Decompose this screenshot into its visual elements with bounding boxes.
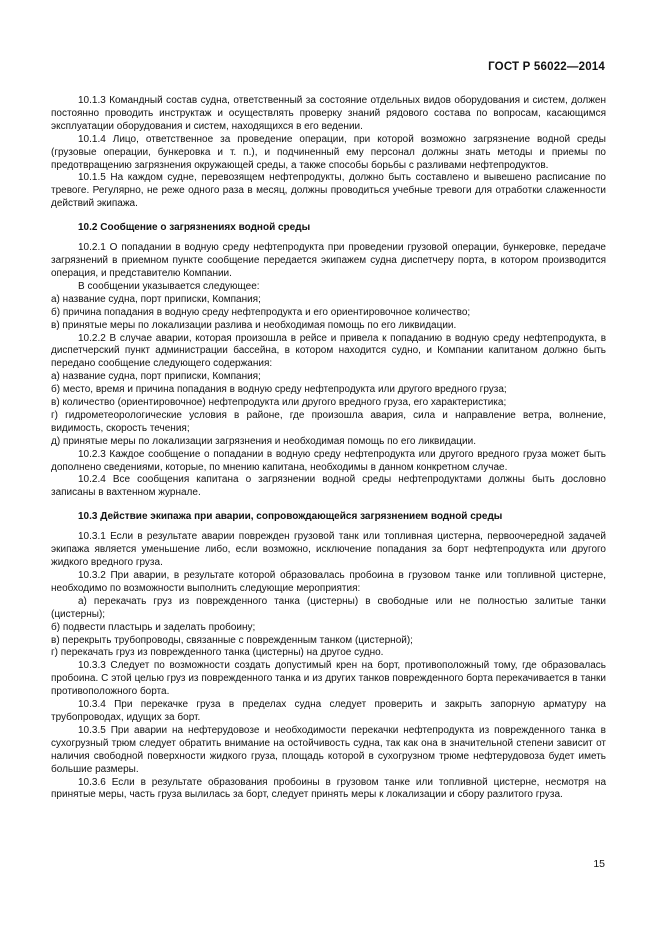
list-item: а) название судна, порт приписки, Компания; <box>51 371 261 383</box>
list-item: а) перекачать груз из поврежденного танка (цистерны) в свободные или не полностью залитые танки (цистерны); <box>51 595 606 620</box>
list-item: д) принятые меры по локализации загрязнения и необходимая помощь по его ликвидации. <box>51 435 476 447</box>
paragraph-10-3-5: 10.3.5 При аварии на нефтерудовозе и необходимости перекачки нефтепродукта из поврежденного танка в сухогрузный трюм следует обратить внимание на остойчивость судна, так как она в значительной степени зависит от наличия свободной поверхности жидкого груза, площадь которой в сухогрузном трюме нефтерудовоза будет иметь большие размеры. <box>51 724 606 775</box>
list-item: б) подвести пластырь и заделать пробоину; <box>51 621 256 633</box>
paragraph-10-3-2: 10.3.2 При аварии, в результате которой образовалась пробоина в грузовом танке или топливной цистерне, необходимо по возможности выполнить следующие мероприятия: <box>51 570 606 594</box>
paragraph-10-1-5: 10.1.5 На каждом судне, перевозящем нефтепродукты, должно быть составлено и вывешено расписание по тревоге. Регулярно, не реже одного раза в месяц, должны проводиться учебные тревоги для отработки слаженности действий экипажа. <box>51 172 606 210</box>
list-item: г) перекачать груз из поврежденного танка (цистерны) на другое судно. <box>51 647 384 659</box>
paragraph-10-1-3: 10.1.3 Командный состав судна, ответственный за состояние отдельных видов оборудования и систем, должен постоянно проводить инструктаж и осуществлять проверку знаний рядового состава по вопросам, касающимся эксплуатации оборудования и систем, находящихся в его ведении. <box>51 95 606 132</box>
page-number: 15 <box>593 858 605 870</box>
paragraph-10-2-3: 10.2.3 Каждое сообщение о попадании в водную среду нефтепродукта или другого вредного груза может быть дополнено сведениями, которые, по мнению капитана, необходимы в данном конкретном случае. <box>51 448 606 473</box>
list-item: б) место, время и причина попадания в водную среду нефтепродукта или другого вредного груза; <box>51 384 507 396</box>
document-body <box>51 95 606 802</box>
list-item: в) количество (ориентировочное) нефтепродукта или другого вредного груза, его характеристика; <box>51 397 507 409</box>
paragraph-10-3-6: 10.3.6 Если в результате образования пробоины в грузовом танке или топливной цистерне, несмотря на принятые меры, часть груза вылилась за борт, следует принять меры к локализации и сбору разлитого груза. <box>51 776 606 801</box>
paragraph-10-2-4: 10.2.4 Все сообщения капитана о загрязнении водной среды нефтепродуктами должны быть дословно записаны в вахтенном журнале. <box>51 474 606 499</box>
paragraph-10-3-4: 10.3.4 При перекачке груза в пределах судна следует проверить и закрыть запорную арматуру на трубопроводах, идущих за борт. <box>51 699 606 723</box>
paragraph-10-2-1-intro: В сообщении указывается следующее: <box>78 280 260 292</box>
section-heading-10-3: 10.3 Действие экипажа при аварии, сопровождающейся загрязнением водной среды <box>78 511 503 523</box>
list-item: г) гидрометеорологические условия в районе, где произошла авария, сила и направление ветра, волнение, видимость, скорость течения; <box>51 409 606 434</box>
paragraph-10-2-1: 10.2.1 О попадании в водную среду нефтепродукта при проведении грузовой операции, бункеровке, передаче загрязнений в приемном пункте сообщение передается экипажем судна диспетчеру порта, в котором производится операция, и представителю Компании. <box>51 242 606 279</box>
paragraph-10-2-2: 10.2.2 В случае аварии, которая произошла в рейсе и привела к попаданию в водную среду нефтепродукта, в диспетчерский пункт администрации бассейна, в котором находится судно, и Компании капитаном должно быть передано сообщение следующего содержания: <box>51 332 606 370</box>
paragraph-10-3-1: 10.3.1 Если в результате аварии поврежден грузовой танк или топливная цистерна, первоочередной задачей экипажа является уменьшение либо, если возможно, исключение попадания за борт нефтепродукта или другого жидкого вредного груза. <box>51 531 606 569</box>
paragraph-10-1-4: 10.1.4 Лицо, ответственное за проведение операции, при которой возможно загрязнение водной среды (грузовые операции, бункеровка и т. п.), и подчиненный ему персонал должны знать методы и приемы по предотвращению загрязнения окружающей среды, а также способы борьбы с разливами нефтепродуктов. <box>51 133 606 171</box>
list-item: б) причина попадания в водную среду нефтепродукта и его ориентировочное количество; <box>51 306 471 318</box>
standard-designation: ГОСТ Р 56022—2014 <box>488 61 605 73</box>
section-heading-10-2: 10.2 Сообщение о загрязнениях водной среды <box>78 222 311 234</box>
paragraph-10-3-3: 10.3.3 Следует по возможности создать допустимый крен на борт, противоположный тому, где образовалась пробоина. С этой целью груз из поврежденного танка и из других танков поврежденного борта перекачивается в танки противоположного борта. <box>51 660 606 698</box>
list-item: в) перекрыть трубопроводы, связанные с поврежденным танком (цистерной); <box>51 634 413 646</box>
list-item: в) принятые меры по локализации разлива и необходимая помощь по его ликвидации. <box>51 319 457 331</box>
list-item: а) название судна, порт приписки, Компания; <box>51 293 261 305</box>
